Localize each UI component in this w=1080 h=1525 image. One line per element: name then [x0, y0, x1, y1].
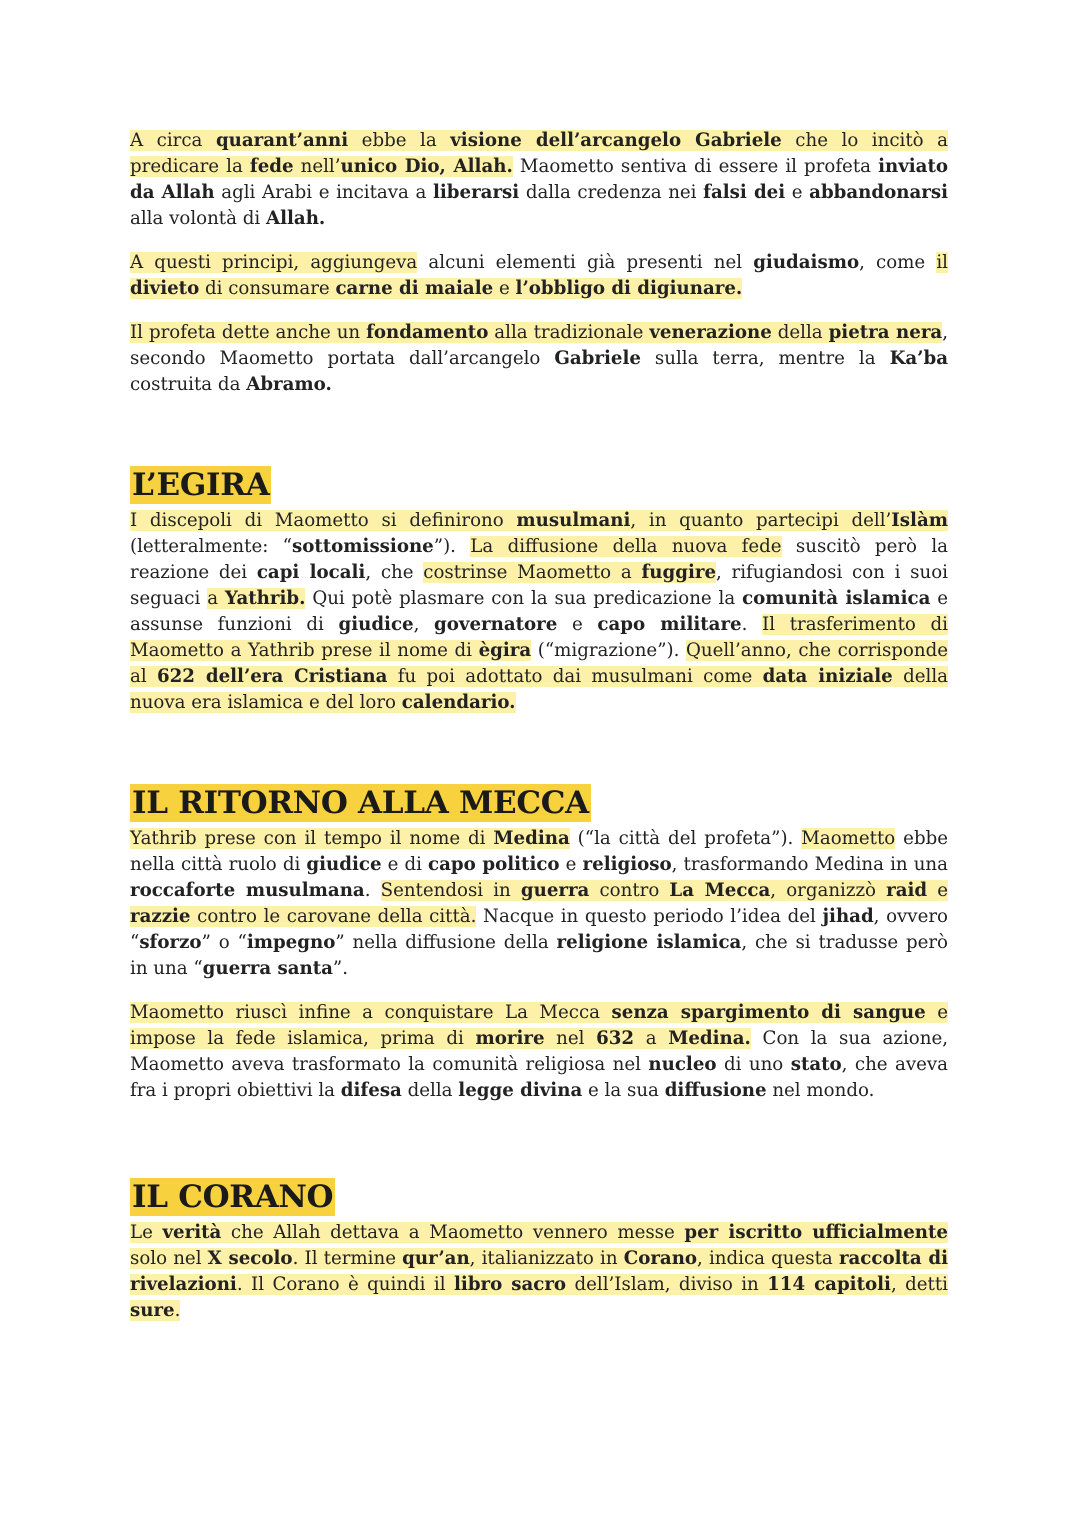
bold-text-run: Yathrib. — [224, 588, 306, 609]
text-run: della — [771, 322, 829, 343]
bold-text-run: fondamento — [366, 322, 489, 343]
bold-text-run: carne di maiale — [335, 278, 494, 299]
bold-text-run: legge divina — [458, 1080, 583, 1101]
section-title-mecca: IL RITORNO ALLA MECCA — [132, 785, 589, 821]
egira-paragraph — [130, 508, 948, 716]
bold-text-run: 622 dell’era Cristiana — [157, 666, 388, 687]
text-run: I discepoli di Maometto si definirono — [130, 510, 517, 531]
text-run: , come — [859, 252, 937, 273]
text-run: Le — [130, 1222, 163, 1243]
bold-text-run: unico Dio, Allah. — [340, 156, 513, 177]
text-run: fu poi adottato dai musulmani come — [387, 666, 763, 687]
text-run: (“migrazione”). — [531, 640, 686, 661]
text-run: alla volontà di — [130, 208, 266, 229]
text-run: , che aveva fra i propri obiettivi la — [130, 1054, 948, 1101]
text-run: ebbe la — [348, 130, 451, 151]
mecca-paragraph-2 — [130, 1000, 948, 1104]
text-run: Il trasferimento di Maometto a Yathrib prese il nome di — [130, 614, 948, 661]
bold-text-run: sure — [130, 1300, 175, 1321]
bold-text-run: Gabriele — [554, 348, 641, 369]
bold-text-run: religione islamica — [556, 932, 742, 953]
text-run: e impose la fede islamica, prima di — [130, 1002, 948, 1049]
bold-text-run: razzie — [130, 906, 191, 927]
bold-text-run: abbandonarsi — [809, 182, 948, 203]
text-run: , che si tradusse però in una “ — [130, 932, 949, 979]
bold-text-run: morire — [475, 1028, 545, 1049]
bold-text-run: Medina — [493, 828, 570, 849]
bold-text-run: Medina. — [668, 1028, 751, 1049]
bold-text-run: pietra nera — [828, 322, 943, 343]
text-run: nel — [544, 1028, 597, 1049]
bold-text-run: roccaforte musulmana — [130, 880, 365, 901]
bold-text-run: sforzo — [139, 932, 202, 953]
mecca-paragraph-1 — [130, 826, 948, 982]
bold-text-run: senza spargimento di sangue — [611, 1002, 926, 1023]
bold-text-run: impegno — [246, 932, 336, 953]
bold-text-run: data iniziale — [762, 666, 893, 687]
bold-text-run: La Mecca — [669, 880, 771, 901]
bold-text-run: falsi dei — [703, 182, 786, 203]
text-run: ”). — [433, 536, 471, 557]
text-run: , — [413, 614, 435, 635]
text-run: che lo incitò a predicare la — [130, 130, 948, 177]
text-run: costruita da — [130, 374, 247, 395]
bold-text-run: jihad — [822, 906, 874, 927]
text-run: e assunse funzioni di — [130, 588, 948, 635]
text-run: , trasformando Medina in una — [671, 854, 948, 875]
egira-heading-wrap — [130, 466, 948, 504]
bold-text-run: raid — [886, 880, 928, 901]
bold-text-run: quarant’anni — [215, 130, 349, 151]
text-run: , detti — [890, 1274, 948, 1295]
bold-text-run: stato — [790, 1054, 842, 1075]
bold-text-run: diffusione — [664, 1080, 767, 1101]
bold-text-run: 632 — [596, 1028, 635, 1049]
text-run: il — [936, 252, 948, 273]
text-run: suscitò però la reazione dei — [130, 536, 948, 583]
document-page — [130, 128, 948, 1324]
intro-paragraph-2 — [130, 250, 948, 302]
text-run: di consumare — [199, 278, 336, 299]
bold-text-run: liberarsi — [432, 182, 520, 203]
bold-text-run: fuggire — [641, 562, 717, 583]
bold-text-run: visione dell’arcangelo Gabriele — [450, 130, 782, 151]
mecca-heading-wrap — [130, 784, 948, 822]
bold-text-run: capo politico — [428, 854, 560, 875]
text-run: dalla credenza nei — [519, 182, 704, 203]
text-run: e — [927, 880, 948, 901]
text-run: e — [557, 614, 598, 635]
bold-text-run: per iscritto ufficialmente — [684, 1222, 949, 1243]
text-run: Yathrib prese con il tempo il nome di — [130, 828, 494, 849]
text-run: , indica questa — [697, 1248, 839, 1269]
text-run: , ovvero “ — [130, 906, 948, 953]
text-run: Qui potè plasmare con la sua predicazione la — [305, 588, 743, 609]
bold-text-run: sottomissione — [291, 536, 434, 557]
bold-text-run: Allah. — [265, 208, 326, 229]
text-run: alcuni elementi già presenti nel — [417, 252, 754, 273]
text-run: contro — [589, 880, 670, 901]
text-run: . Il termine — [292, 1248, 403, 1269]
text-run: nell’ — [293, 156, 341, 177]
text-run: ”. — [332, 958, 348, 979]
bold-text-run: X secolo — [207, 1248, 293, 1269]
text-run: (letteralmente: “ — [130, 536, 292, 557]
text-run: solo nel — [130, 1248, 208, 1269]
bold-text-run: 114 capitoli — [767, 1274, 891, 1295]
bold-text-run: ègira — [478, 640, 532, 661]
bold-text-run: guerra — [520, 880, 590, 901]
text-run: ” o “ — [201, 932, 247, 953]
bold-text-run: musulmani — [516, 510, 631, 531]
bold-text-run: l’obbligo di digiunare. — [515, 278, 743, 299]
bold-text-run: qur’an — [402, 1248, 470, 1269]
bold-text-run: nucleo — [648, 1054, 717, 1075]
text-run: che Allah dettava a Maometto vennero messe — [221, 1222, 685, 1243]
text-run: Maometto sentiva di essere il profeta — [512, 156, 879, 177]
bold-text-run: fede — [249, 156, 294, 177]
bold-text-run: divieto — [130, 278, 200, 299]
text-run: sulla terra, mentre la — [640, 348, 890, 369]
intro-paragraph-1 — [130, 128, 948, 232]
bold-text-run: Corano — [623, 1248, 698, 1269]
corano-heading-wrap — [130, 1178, 948, 1216]
text-run: A questi principi, aggiungeva — [130, 252, 418, 273]
bold-text-run: giudice — [306, 854, 382, 875]
text-run: (“la città del profeta”). — [569, 828, 802, 849]
bold-text-run: governatore — [434, 614, 558, 635]
bold-text-run: difesa — [340, 1080, 402, 1101]
bold-text-run: religioso — [582, 854, 672, 875]
text-run: nel mondo. — [766, 1080, 875, 1101]
text-run: Maometto — [801, 828, 896, 849]
bold-text-run: calendario. — [401, 692, 516, 713]
text-run: e — [559, 854, 583, 875]
text-run: della nuova era islamica e del loro — [130, 666, 948, 713]
text-run: agli Arabi e incitava a — [214, 182, 433, 203]
bold-text-run: giudaismo — [753, 252, 860, 273]
text-run: contro le carovane della città. — [190, 906, 477, 927]
text-run: Quell’anno, che corrisponde al — [130, 640, 949, 687]
text-run: a — [634, 1028, 669, 1049]
text-run: . — [364, 880, 381, 901]
text-run: Con la sua azione, Maometto aveva trasformato la comunità religiosa nel — [130, 1028, 949, 1075]
corano-paragraph — [130, 1220, 948, 1324]
bold-text-run: comunità islamica — [742, 588, 931, 609]
bold-text-run: giudice — [338, 614, 414, 635]
bold-text-run: Ka’ba — [889, 348, 948, 369]
text-run: , italianizzato in — [469, 1248, 624, 1269]
section-title-egira: L’EGIRA — [132, 467, 270, 503]
text-run: , che — [365, 562, 424, 583]
text-run: ” nella diffusione della — [335, 932, 557, 953]
text-run: e — [493, 278, 516, 299]
text-run: , rifugiandosi con i suoi seguaci — [130, 562, 948, 609]
text-run: dell’Islam, diviso in — [566, 1274, 768, 1295]
text-run: di uno — [716, 1054, 791, 1075]
bold-text-run: guerra santa — [202, 958, 333, 979]
text-run: costrinse Maometto a — [423, 562, 642, 583]
text-run: della — [401, 1080, 459, 1101]
section-title-corano: IL CORANO — [132, 1179, 334, 1215]
text-run: , in quanto partecipi dell’ — [630, 510, 892, 531]
text-run: . — [741, 614, 763, 635]
text-run: e — [785, 182, 810, 203]
text-run: Nacque in questo periodo l’idea del — [476, 906, 823, 927]
text-run: , organizzò — [770, 880, 887, 901]
bold-text-run: libro sacro — [454, 1274, 567, 1295]
bold-text-run: Islàm — [891, 510, 948, 531]
bold-text-run: inviato da Allah — [130, 156, 948, 203]
text-run: Sentendosi in — [380, 880, 521, 901]
text-run: A circa — [130, 130, 216, 151]
text-run: La diffusione della nuova fede — [470, 536, 782, 557]
intro-paragraph-3 — [130, 320, 948, 398]
bold-text-run: verità — [162, 1222, 222, 1243]
text-run: e la sua — [582, 1080, 665, 1101]
text-run: . Il Corano è quindi il — [236, 1274, 454, 1295]
text-run: Il profeta dette anche un — [130, 322, 367, 343]
text-run: ebbe nella città ruolo di — [130, 828, 948, 875]
text-run: e di — [381, 854, 429, 875]
bold-text-run: capi locali — [256, 562, 366, 583]
text-run: , secondo Maometto portata dall’arcangelo — [130, 322, 948, 369]
bold-text-run: capo militare — [597, 614, 742, 635]
bold-text-run: Abramo. — [246, 374, 332, 395]
text-run: a — [207, 588, 225, 609]
bold-text-run: raccolta di rivelazioni — [130, 1248, 949, 1295]
text-run: . — [174, 1300, 181, 1321]
text-run: Maometto riuscì infine a conquistare La Mecca — [130, 1002, 612, 1023]
text-run: alla tradizionale — [488, 322, 650, 343]
bold-text-run: venerazione — [649, 322, 772, 343]
